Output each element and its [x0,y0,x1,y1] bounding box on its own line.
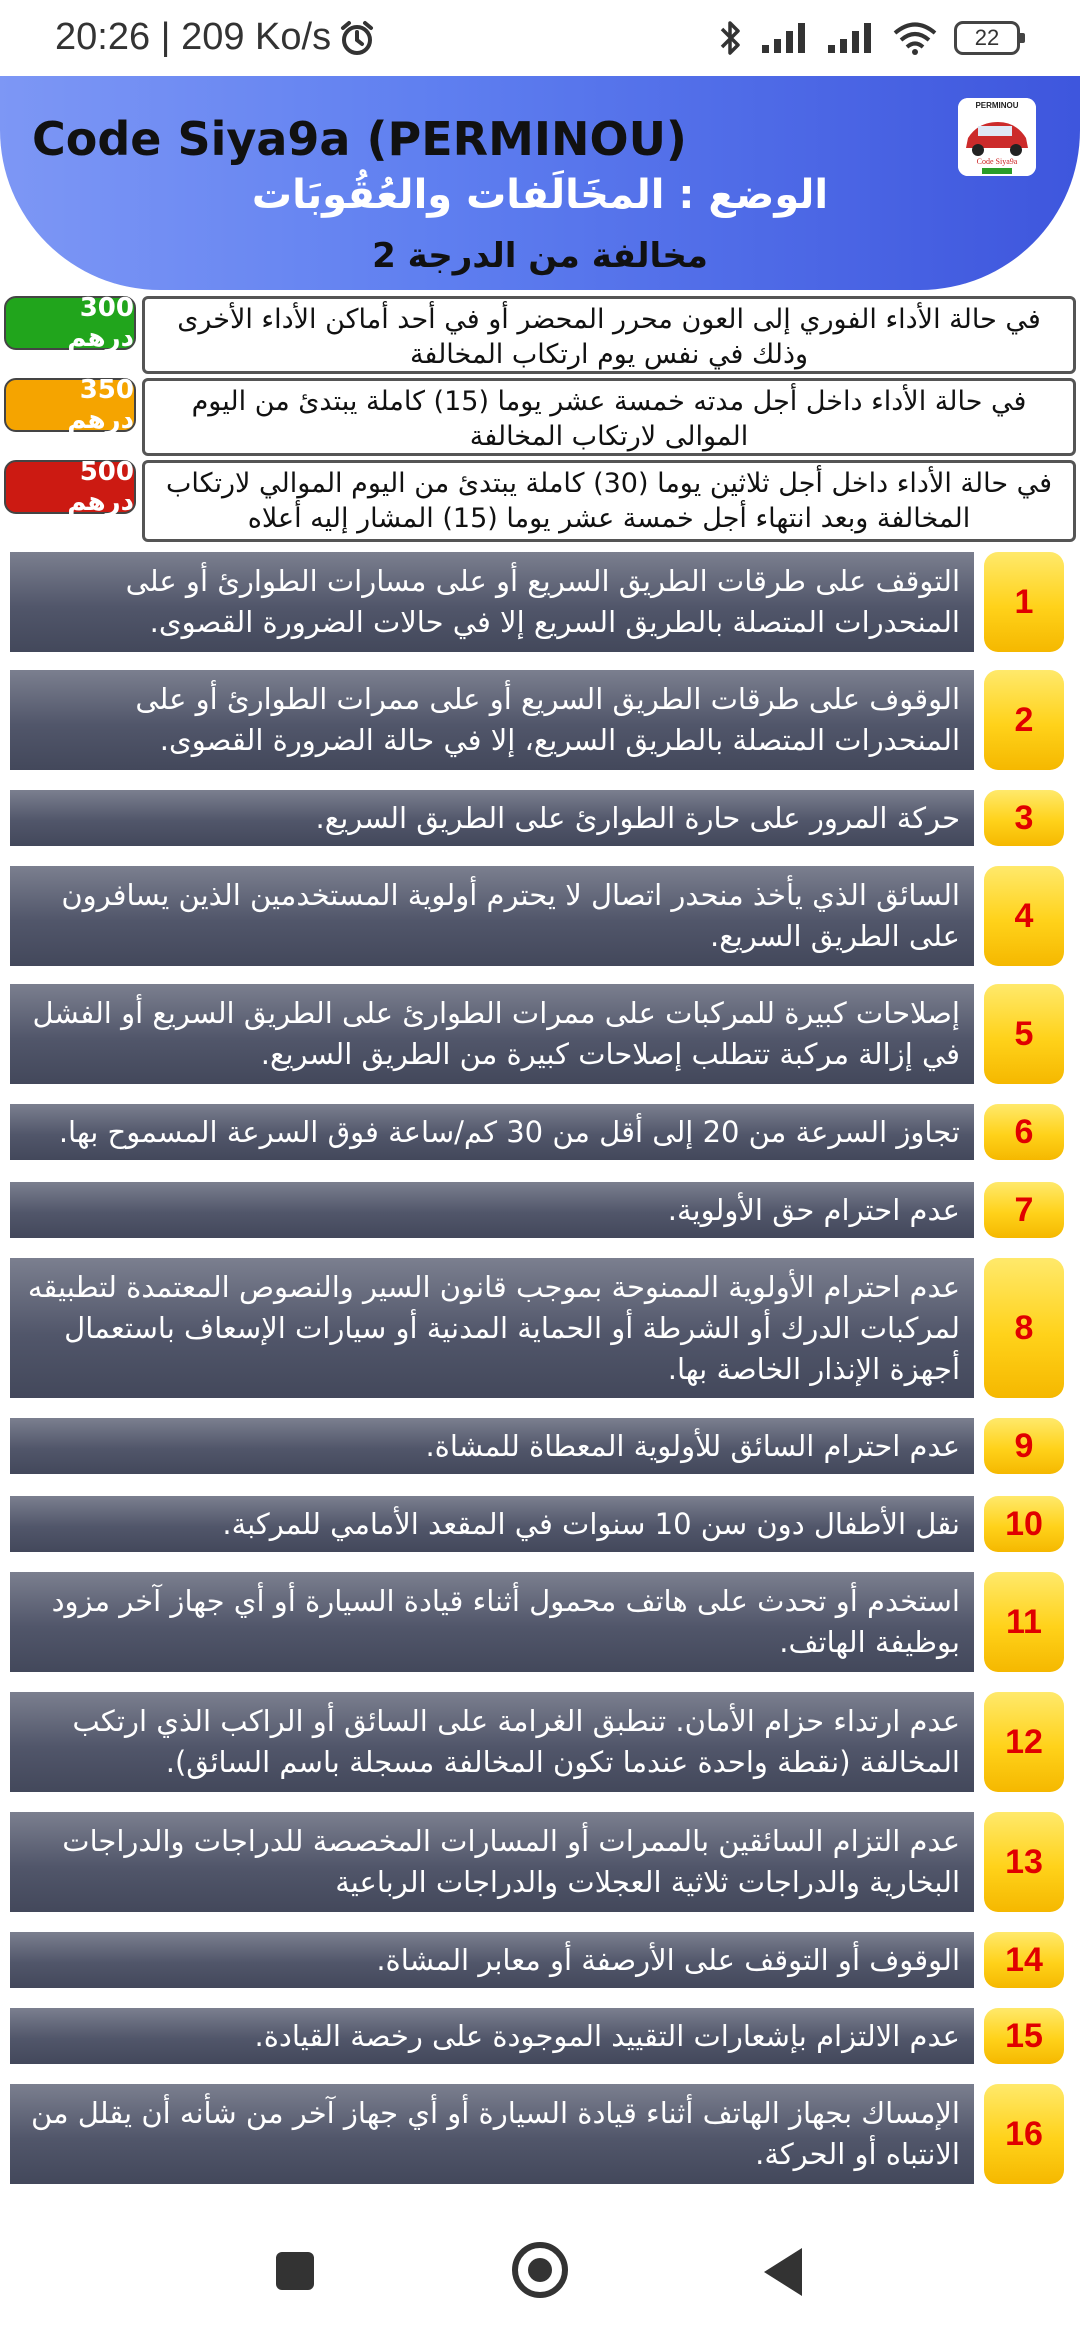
infraction-text: التوقف على طرقات الطريق السريع أو على مسارات الطوارئ أو على المنحدرات المتصلة بالطريق السريع إلا في حالات الضرورة القصوى. [10,552,974,652]
status-bar [0,0,1080,76]
infraction-number: 12 [984,1692,1064,1792]
fine-text: في حالة الأداء الفوري إلى العون محرر المحضر أو في أحد أماكن الأداء الأخرى وذلك في نفس يوم ارتكاب المخالفة [142,296,1076,374]
infraction-number: 2 [984,670,1064,770]
logo-text-bottom: Code Siya9a [976,157,1018,166]
page-subtitle: الوضع : المخَالَفات والعُقُوبَات [251,172,829,218]
infraction-number: 5 [984,984,1064,1084]
infraction-text: تجاوز السرعة من 20 إلى أقل من 30 كم/ساعة فوق السرعة المسموح بها. [10,1104,974,1160]
infraction-row[interactable] [10,670,1070,770]
fine-row-350 [0,375,1080,456]
infraction-number: 13 [984,1812,1064,1912]
infraction-text: عدم التزام السائقين بالممرات أو المسارات المخصصة للدراجات والدراجات البخارية والدراجات ثلاثية العجلات والدراجات الرباعية [10,1812,974,1912]
battery-icon [954,21,1020,55]
infraction-row[interactable] [10,1258,1070,1398]
infraction-row[interactable] [10,2008,1070,2064]
infraction-number: 15 [984,2008,1064,2064]
infraction-row[interactable] [10,1496,1070,1552]
header [0,76,1080,290]
infraction-text: عدم احترام الأولوية الممنوحة بموجب قانون السير والنصوص المعتمدة لتطبيقه لمركبات الدرك أو الشرطة أو الحماية المدنية أو سيارات الإسعاف باستعمال أجهزة الإنذار الخاصة بها. [10,1258,974,1398]
infraction-row[interactable] [10,2084,1070,2184]
infraction-text: إصلاحات كبيرة للمركبات على ممرات الطوارئ على الطريق السريع أو الفشل في إزالة مركبة تتطلب إصلاحات كبيرة من الطريق السريع. [10,984,974,1084]
infraction-text: استخدم أو تحدث على هاتف محمول أثناء قيادة السيارة أو أي جهاز آخر مزود بوظيفة الهاتف. [10,1572,974,1672]
fine-row-500 [0,457,1080,542]
infraction-text: الوقوف على طرقات الطريق السريع أو على ممرات الطوارئ أو على المنحدرات المتصلة بالطريق السريع، إلا في حالة الضرورة القصوى. [10,670,974,770]
infraction-row[interactable] [10,1572,1070,1672]
recents-button[interactable] [276,2252,314,2290]
fine-badge: 300 درهم [4,296,136,350]
infraction-row[interactable] [10,552,1070,652]
infraction-number: 9 [984,1418,1064,1474]
infraction-text: عدم الالتزام بإشعارات التقييد الموجودة على رخصة القيادة. [10,2008,974,2064]
infraction-text: السائق الذي يأخذ منحدر اتصال لا يحترم أولوية المستخدمين الذين يسافرون على الطريق السريع. [10,866,974,966]
fine-badge: 350 درهم [4,378,136,432]
infraction-text: عدم احترام حق الأولوية. [10,1182,974,1238]
app-title: Code Siya9a (PERMINOU) [32,112,687,166]
status-time-speed: 20:26 | 209 Ko/s [55,16,332,58]
infraction-row[interactable] [10,1104,1070,1160]
infraction-text: عدم احترام السائق للأولوية المعطاة للمشاة. [10,1418,974,1474]
fine-text: في حالة الأداء داخل أجل ثلاثين يوما (30) كاملة يبتدئ من اليوم الموالي لارتكاب المخالفة وبعد انتهاء أجل خمسة عشر يوما (15) المشار إليه أعلاه [142,460,1076,542]
infraction-row[interactable] [10,866,1070,966]
logo-text-top: PERMINOU [975,101,1019,110]
wifi-icon [892,20,938,56]
fine-badge: 500 درهم [4,460,136,514]
infraction-number: 11 [984,1572,1064,1672]
infraction-row[interactable] [10,1418,1070,1474]
infraction-row[interactable] [10,984,1070,1084]
infraction-number: 7 [984,1182,1064,1238]
status-right [718,18,1020,58]
infraction-number: 6 [984,1104,1064,1160]
battery-level: 22 [974,25,1000,50]
infraction-number: 3 [984,790,1064,846]
degree-label: مخالفة من الدرجة 2 [372,236,708,276]
fine-row-300 [0,293,1080,374]
infraction-text: عدم ارتداء حزام الأمان. تنطبق الغرامة على السائق أو الراكب الذي ارتكب المخالفة (نقطة واحدة عندما تكون المخالفة مسجلة باسم السائق). [10,1692,974,1792]
home-button[interactable] [512,2242,568,2298]
infraction-number: 4 [984,866,1064,966]
infraction-text: الوقوف أو التوقف على الأرصفة أو معابر المشاة. [10,1932,974,1988]
infraction-text: الإمساك بجهاز الهاتف أثناء قيادة السيارة أو أي جهاز آخر من شأنه أن يقلل من الانتباه أو الحركة. [10,2084,974,2184]
infraction-text: حركة المرور على حارة الطوارئ على الطريق السريع. [10,790,974,846]
infraction-row[interactable] [10,1182,1070,1238]
infraction-number: 14 [984,1932,1064,1988]
infraction-number: 1 [984,552,1064,652]
infraction-row[interactable] [10,790,1070,846]
infraction-text: نقل الأطفال دون سن 10 سنوات في المقعد الأمامي للمركبة. [10,1496,974,1552]
fine-text: في حالة الأداء داخل أجل مدته خمسة عشر يوما (15) كاملة يبتدئ من اليوم الموالى لارتكاب المخالفة [142,378,1076,456]
status-left [55,16,377,59]
infraction-row[interactable] [10,1932,1070,1988]
infraction-number: 10 [984,1496,1064,1552]
infraction-row[interactable] [10,1812,1070,1912]
signal-icon [760,21,810,55]
back-button[interactable] [764,2248,802,2296]
alarm-icon [337,18,377,58]
signal-icon-2 [826,21,876,55]
bluetooth-icon [718,18,744,58]
infraction-row[interactable] [10,1692,1070,1792]
navigation-bar [0,2200,1080,2340]
infraction-number: 16 [984,2084,1064,2184]
app-logo [958,98,1036,176]
infraction-number: 8 [984,1258,1064,1398]
